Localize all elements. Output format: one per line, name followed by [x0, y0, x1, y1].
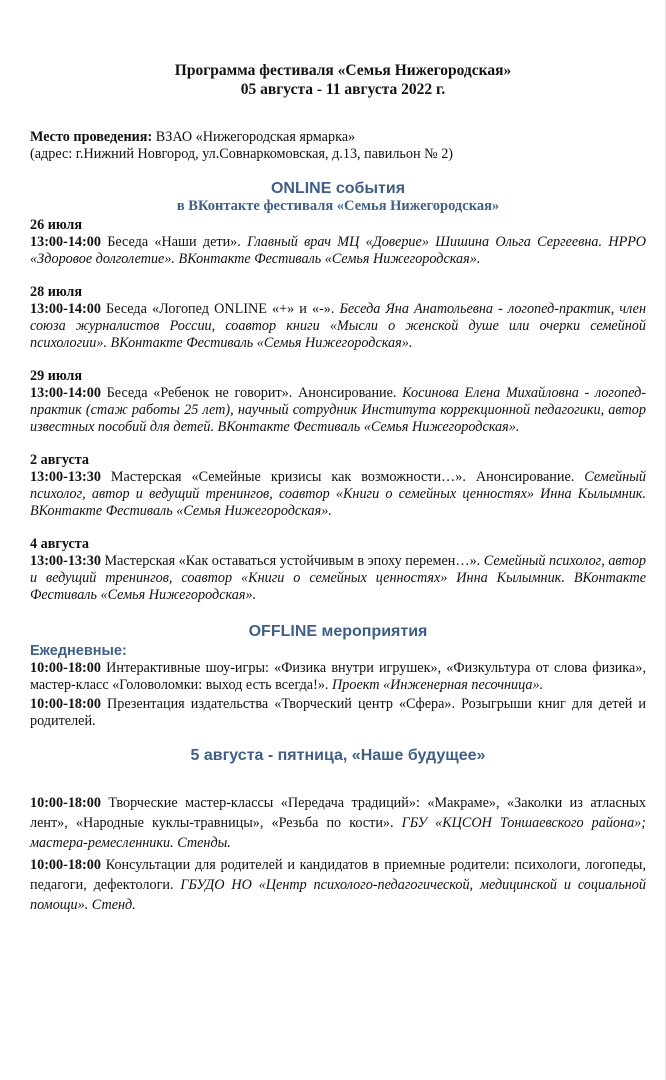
event-entry	[30, 385, 646, 436]
event-details: ГБУ «КЦСОН Тоншаевского района»; мастера-ремесленники. Стенды.	[30, 815, 646, 851]
event-time: 13:00-14:00	[30, 385, 101, 401]
online-subheading: в ВКонтакте фестиваля «Семья Нижегородская»	[176, 198, 500, 214]
event-details: Косинова Елена Михайловна - логопед-практик (стаж работы 25 лет), научный сотрудник Института коррекционной педагогики, автор известных пособий для детей. ВКонтакте Фестиваль «Семья Нижегородская».	[30, 385, 646, 435]
event-text: Беседа «Наши дети».	[100, 234, 248, 250]
event-text: Презентация издательства «Творческий центр «Сфера». Розыгрыши книг для детей и родителей.	[30, 696, 646, 729]
event-details: Семейный психолог, автор и ведущий тренингов, соавтор «Книги о семейных ценностях» Инна Кылымник. ВКонтакте Фестиваль «Семья Нижегородская».	[30, 553, 646, 603]
event-time: 13:00-14:00	[30, 234, 101, 250]
venue-value: ВЗАО «Нижегородская ярмарка»	[152, 129, 356, 145]
event-text: Консультации для родителей и кандидатов в приемные родители: психологи, логопеды, педагоги, дефектологи.	[30, 857, 646, 893]
event-entry	[30, 855, 646, 915]
event-text: Мастерская «Как оставаться устойчивым в эпоху перемен…».	[100, 553, 484, 569]
event-text: Творческие мастер-классы «Передача традиций»: «Макраме», «Заколки из атласных лент», «Народные куклы-травницы», «Резьба по кости».	[30, 795, 646, 831]
event-time: 13:00-13:30	[30, 469, 101, 485]
event-text: Мастерская «Семейные кризисы как возможности…». Анонсирование.	[100, 469, 585, 485]
offline-heading: OFFLINE мероприятия	[248, 623, 428, 640]
event-date: 28 июля	[30, 284, 83, 300]
event-text: Беседа «Ребенок не говорит». Анонсирование.	[100, 385, 403, 401]
event-date: 26 июля	[30, 217, 83, 233]
event-time: 10:00-18:00	[30, 795, 101, 811]
online-day	[30, 536, 646, 604]
online-day	[30, 284, 646, 352]
event-entry	[30, 301, 646, 352]
event-entry	[30, 234, 646, 268]
event-details: Семейный психолог, автор и ведущий тренингов, соавтор «Книги о семейных ценностях» Инна Кылымник. ВКонтакте Фестиваль «Семья Нижегородская».	[30, 469, 646, 519]
aug5-heading: 5 августа - пятница, «Наше будущее»	[190, 747, 486, 764]
venue-label: Место проведения:	[30, 129, 153, 145]
venue-address: (адрес: г.Нижний Новгород, ул.Совнаркомовская, д.13, павильон № 2)	[30, 146, 454, 162]
event-time: 10:00-18:00	[30, 857, 101, 873]
event-details: Беседа Яна Анатольевна - логопед-практик, член союза журналистов России, соавтор книги «Мысли о женской душе или очерки семейной психологии». ВКонтакте Фестиваль «Семья Нижегородская».	[30, 301, 646, 351]
event-time: 13:00-14:00	[30, 301, 101, 317]
document-title	[40, 62, 646, 99]
event-date: 29 июля	[30, 368, 83, 384]
online-day	[30, 368, 646, 436]
online-day	[30, 452, 646, 520]
event-entry	[30, 553, 646, 604]
event-entry	[30, 793, 646, 853]
online-heading: ONLINE события	[270, 180, 406, 197]
event-details: ГБУДО НО «Центр психолого-педагогической, медицинской и социальной помощи». Стенд.	[30, 877, 646, 913]
event-details: Главный врач МЦ «Доверие» Шишина Ольга Сергеевна. НРРО «Здоровое долголетие». ВКонтакте Фестиваль «Семья Нижегородская».	[30, 234, 646, 267]
venue-info	[30, 129, 646, 163]
event-time: 10:00-18:00	[30, 696, 101, 712]
event-text: Интерактивные шоу-игры: «Физика внутри игрушек», «Физкультура от слова физика», мастер-класс «Головоломки: выход есть всегда!».	[30, 660, 646, 693]
daily-label: Ежедневные:	[30, 643, 127, 659]
daily-event	[30, 660, 646, 694]
title-line-1: Программа фестиваля «Семья Нижегородская»	[174, 62, 512, 79]
event-date: 2 августа	[30, 452, 90, 468]
aug5-events	[30, 793, 646, 915]
event-time: 10:00-18:00	[30, 660, 101, 676]
online-day	[30, 217, 646, 268]
event-date: 4 августа	[30, 536, 90, 552]
event-entry	[30, 469, 646, 520]
title-line-2: 05 августа - 11 августа 2022 г.	[240, 80, 446, 98]
event-time: 13:00-13:30	[30, 553, 101, 569]
daily-event	[30, 696, 646, 730]
event-details: Проект «Инженерная песочница».	[332, 677, 544, 693]
event-text: Беседа «Логопед ONLINE «+» и «-».	[100, 301, 340, 317]
